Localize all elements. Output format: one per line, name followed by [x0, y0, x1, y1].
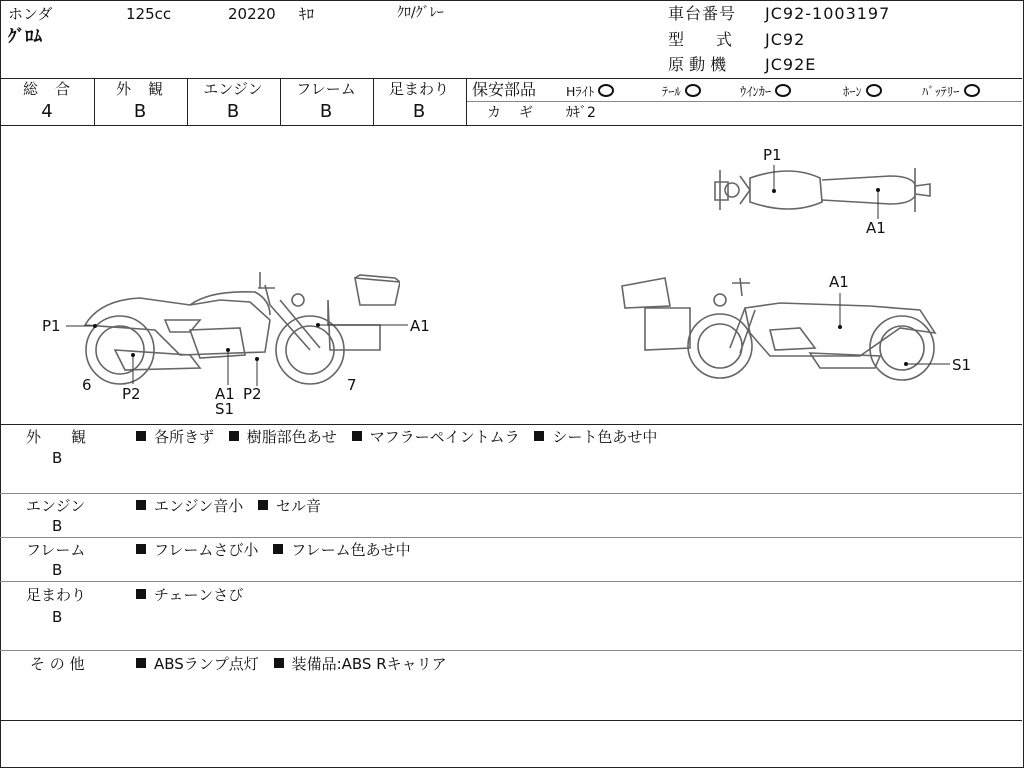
divider — [0, 650, 1022, 651]
model-name: ｸﾞﾛﾑ — [8, 27, 42, 47]
grade-overall-label: 総 合 — [22, 80, 71, 98]
bullet-icon — [136, 544, 146, 554]
safety-item-headlight: Hﾗｲﾄ — [566, 84, 614, 99]
mark-s1: S1 — [215, 400, 235, 418]
ok-circle-icon — [685, 84, 701, 97]
bullet-icon — [274, 658, 284, 668]
leader-line — [834, 291, 846, 331]
bullet-icon — [136, 589, 146, 599]
leader-line — [223, 345, 233, 387]
grade-engine-value: B — [226, 101, 240, 122]
leader-line — [872, 186, 884, 222]
bullet-icon — [136, 658, 146, 668]
safety-item-battery: ﾊﾞｯﾃﾘｰ — [922, 84, 980, 99]
mark-a1: A1 — [215, 385, 235, 403]
mark-p1: P1 — [42, 317, 61, 335]
model-code: JC92 — [765, 30, 806, 49]
bullet-icon — [136, 431, 146, 441]
remark-frame-grade: B — [52, 561, 63, 579]
bullet-icon — [258, 500, 268, 510]
divider — [0, 581, 1022, 582]
remark-engine-label: エンジン — [26, 497, 86, 515]
safety-parts-label: 保安部品 — [472, 80, 537, 99]
leader-line — [312, 319, 412, 331]
model-code-label: 型 式 — [668, 30, 733, 49]
bullet-icon — [352, 431, 362, 441]
divider — [0, 125, 1022, 126]
leader-line — [64, 320, 104, 332]
key-label: カ ギ — [487, 105, 535, 121]
frame-number: JC92-1003197 — [765, 4, 891, 23]
grade-exterior-label: 外 観 — [115, 80, 164, 98]
mark-top-a1: A1 — [866, 219, 886, 237]
safety-item-winker: ｳｲﾝｶｰ — [740, 84, 791, 99]
remark-suspension-grade: B — [52, 608, 63, 626]
remark-engine-grade: B — [52, 517, 63, 535]
mark-7: 7 — [347, 376, 357, 394]
engine-model: JC92E — [765, 55, 817, 74]
maker: ホンダ — [8, 5, 53, 23]
divider — [0, 493, 1022, 494]
leader-line — [768, 163, 780, 195]
leader-line — [900, 358, 954, 370]
displacement: 125cc — [126, 5, 172, 23]
divider — [0, 720, 1022, 721]
bullet-icon — [273, 544, 283, 554]
leader-line — [252, 354, 262, 388]
safety-item-tail: ﾃｰﾙ — [662, 84, 701, 99]
remark-suspension-label: 足まわり — [26, 586, 87, 604]
remark-other-label: そ の 他 — [30, 655, 85, 673]
ok-circle-icon — [866, 84, 882, 97]
mark-right-a1: A1 — [829, 273, 849, 291]
mark-a1-b: A1 — [410, 317, 430, 335]
remark-exterior-grade: B — [52, 449, 63, 467]
bike-right-view-diagram — [620, 268, 940, 388]
year-code: 20220 — [228, 5, 276, 23]
bike-top-view-diagram — [710, 164, 936, 216]
remark-other-items: ABSランプ点灯 装備品:ABS Rキャリア — [136, 657, 457, 672]
divider — [0, 424, 1022, 425]
grade-frame-value: B — [319, 101, 333, 122]
odometer-unit: ｷﾛ — [299, 5, 315, 23]
mark-p2: P2 — [122, 385, 141, 403]
grade-suspension-value: B — [412, 101, 426, 122]
divider — [0, 78, 1022, 79]
grade-overall-value: 4 — [41, 101, 53, 122]
frame-number-label: 車台番号 — [668, 4, 737, 23]
bullet-icon — [229, 431, 239, 441]
divider — [0, 537, 1022, 538]
ok-circle-icon — [964, 84, 980, 97]
ok-circle-icon — [775, 84, 791, 97]
mark-p2-b: P2 — [243, 385, 262, 403]
mark-top-p1: P1 — [763, 146, 782, 164]
remark-frame-label: フレーム — [26, 541, 86, 559]
grade-exterior-value: B — [133, 101, 147, 122]
bullet-icon — [534, 431, 544, 441]
remark-frame-items: フレームさび小 フレーム色あせ中 — [136, 543, 421, 558]
safety-item-horn: ﾎｰﾝ — [843, 84, 882, 99]
grade-engine-label: エンジン — [203, 80, 263, 98]
remark-exterior-items: 各所きず 樹脂部色あせ マフラーペイントムラ シート色あせ中 — [136, 430, 667, 445]
grade-suspension-label: 足まわり — [388, 80, 449, 98]
ok-circle-icon — [598, 84, 614, 97]
remark-suspension-items: チェーンさび — [136, 588, 253, 603]
mark-6: 6 — [82, 376, 92, 394]
mark-right-s1: S1 — [952, 356, 972, 374]
divider — [467, 101, 1022, 102]
bullet-icon — [136, 500, 146, 510]
remark-engine-items: エンジン音小 セル音 — [136, 499, 331, 514]
engine-model-label: 原 動 機 — [668, 55, 727, 74]
leader-line — [128, 350, 138, 386]
grade-frame-label: フレーム — [296, 80, 356, 98]
color: ｸﾛ/ｸﾞﾚｰ — [397, 5, 444, 21]
divider — [466, 78, 467, 125]
key-value: ｶｷﾞ2 — [566, 105, 596, 121]
remark-exterior-label: 外 観 — [26, 428, 87, 446]
